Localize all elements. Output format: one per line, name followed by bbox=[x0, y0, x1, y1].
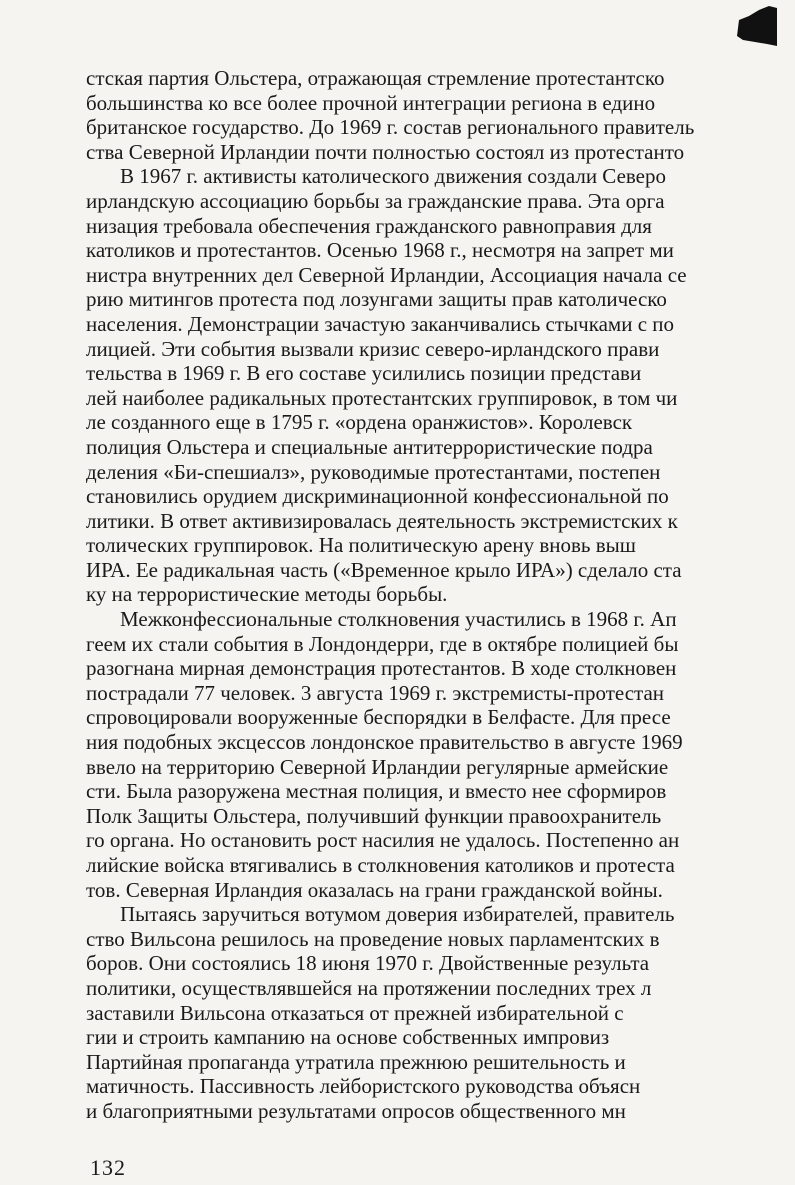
paragraph bbox=[86, 66, 776, 164]
text-line: литики. В ответ активизировалась деятельность экстремистских к bbox=[86, 508, 678, 533]
page-corner-mark bbox=[735, 6, 777, 48]
text-line: Партийная пропаганда утратила прежнюю решительность и bbox=[86, 1049, 626, 1074]
paragraph bbox=[86, 164, 776, 607]
text-line: становились орудием дискриминационной конфессиональной по bbox=[86, 484, 669, 509]
text-line: низация требовала обеспечения гражданского равноправия для bbox=[86, 213, 652, 238]
text-line: В 1967 г. активисты католического движения создали Северо bbox=[120, 164, 666, 189]
text-line: заставили Вильсона отказаться от прежней избирательной с bbox=[86, 1000, 624, 1025]
text-line: го органа. Но остановить рост насилия не удалось. Постепенно ан bbox=[86, 828, 680, 853]
text-line: тов. Северная Ирландия оказалась на грани гражданской войны. bbox=[86, 877, 663, 902]
paragraph bbox=[86, 607, 776, 902]
text-line: большинства ко все более прочной интеграции региона в едино bbox=[86, 90, 656, 115]
text-line: матичность. Пассивность лейбористского руководства объясн bbox=[86, 1074, 641, 1099]
body-text bbox=[86, 66, 776, 1124]
text-line: гии и строить кампанию на основе собственных импровиз bbox=[86, 1025, 610, 1050]
text-line: боров. Они состоялись 18 июня 1970 г. Двойственные результа bbox=[86, 951, 650, 976]
text-line: стская партия Ольстера, отражающая стремление протестантско bbox=[86, 66, 665, 90]
text-line: деления «Би-спешиалз», руководимые протестантами, постепен bbox=[86, 459, 661, 484]
paragraph bbox=[86, 902, 776, 1123]
text-line: полиция Ольстера и специальные антитеррористические подра bbox=[86, 434, 653, 459]
text-line: ИРА. Ее радикальная часть («Временное крыло ИРА») сделало ста bbox=[86, 557, 682, 582]
text-line: и благоприятными результатами опросов общественного мн bbox=[86, 1098, 626, 1123]
text-line: ле созданного еще в 1795 г. «ордена оранжистов». Королевск bbox=[86, 410, 633, 435]
text-line: ку на террористические методы борьбы. bbox=[86, 582, 448, 607]
page-number: 132 bbox=[90, 1155, 126, 1180]
text-line: британское государство. До 1969 г. состав регионального правитель bbox=[86, 115, 695, 140]
text-line: толических группировок. На политическую арену вновь выш bbox=[86, 533, 636, 558]
text-line: спровоцировали вооруженные беспорядки в Белфасте. Для пресе bbox=[86, 705, 671, 730]
text-line: Пытаясь заручиться вотумом доверия избирателей, правитель bbox=[120, 902, 675, 927]
text-line: ство Вильсона решилось на проведение новых парламентских в bbox=[86, 926, 660, 951]
text-line: сти. Была разоружена местная полиция, и вместо нее сформиров bbox=[86, 779, 667, 804]
text-line: разогнана мирная демонстрация протестантов. В ходе столкновен bbox=[86, 656, 677, 681]
text-line: Межконфессиональные столкновения участились в 1968 г. Ап bbox=[120, 607, 677, 632]
text-line: ния подобных эксцессов лондонское правительство в августе 1969 bbox=[86, 730, 683, 755]
text-line: нистра внутренних дел Северной Ирландии, Ассоциация начала се bbox=[86, 262, 687, 287]
text-line: ирландскую ассоциацию борьбы за гражданские права. Эта орга bbox=[86, 188, 665, 213]
text-line: ства Северной Ирландии почти полностью состоял из протестанто bbox=[86, 139, 685, 164]
text-line: тельства в 1969 г. В его составе усилились позиции представи bbox=[86, 361, 642, 386]
text-line: Полк Защиты Ольстера, получивший функции правоохранитель bbox=[86, 803, 662, 828]
text-line: католиков и протестантов. Осенью 1968 г., несмотря на запрет ми bbox=[86, 238, 674, 263]
text-line: политики, осуществлявшейся на протяжении последних трех л bbox=[86, 975, 652, 1000]
text-line: лицией. Эти события вызвали кризис северо-ирландского прави bbox=[86, 336, 660, 361]
text-line: лей наиболее радикальных протестантских группировок, в том чи bbox=[86, 385, 678, 410]
text-line: пострадали 77 человек. 3 августа 1969 г. экстремисты-протестан bbox=[86, 680, 665, 705]
text-line: рию митингов протеста под лозунгами защиты прав католическо bbox=[86, 287, 667, 312]
text-line: ввело на территорию Северной Ирландии регулярные армейские bbox=[86, 754, 669, 779]
text-line: лийские войска втягивались в столкновения католиков и протеста bbox=[86, 853, 675, 877]
text-line: геем их стали события в Лондондерри, где в октябре полицией бы bbox=[86, 631, 679, 656]
text-line: населения. Демонстрации зачастую заканчивались стычками с по bbox=[86, 311, 675, 336]
